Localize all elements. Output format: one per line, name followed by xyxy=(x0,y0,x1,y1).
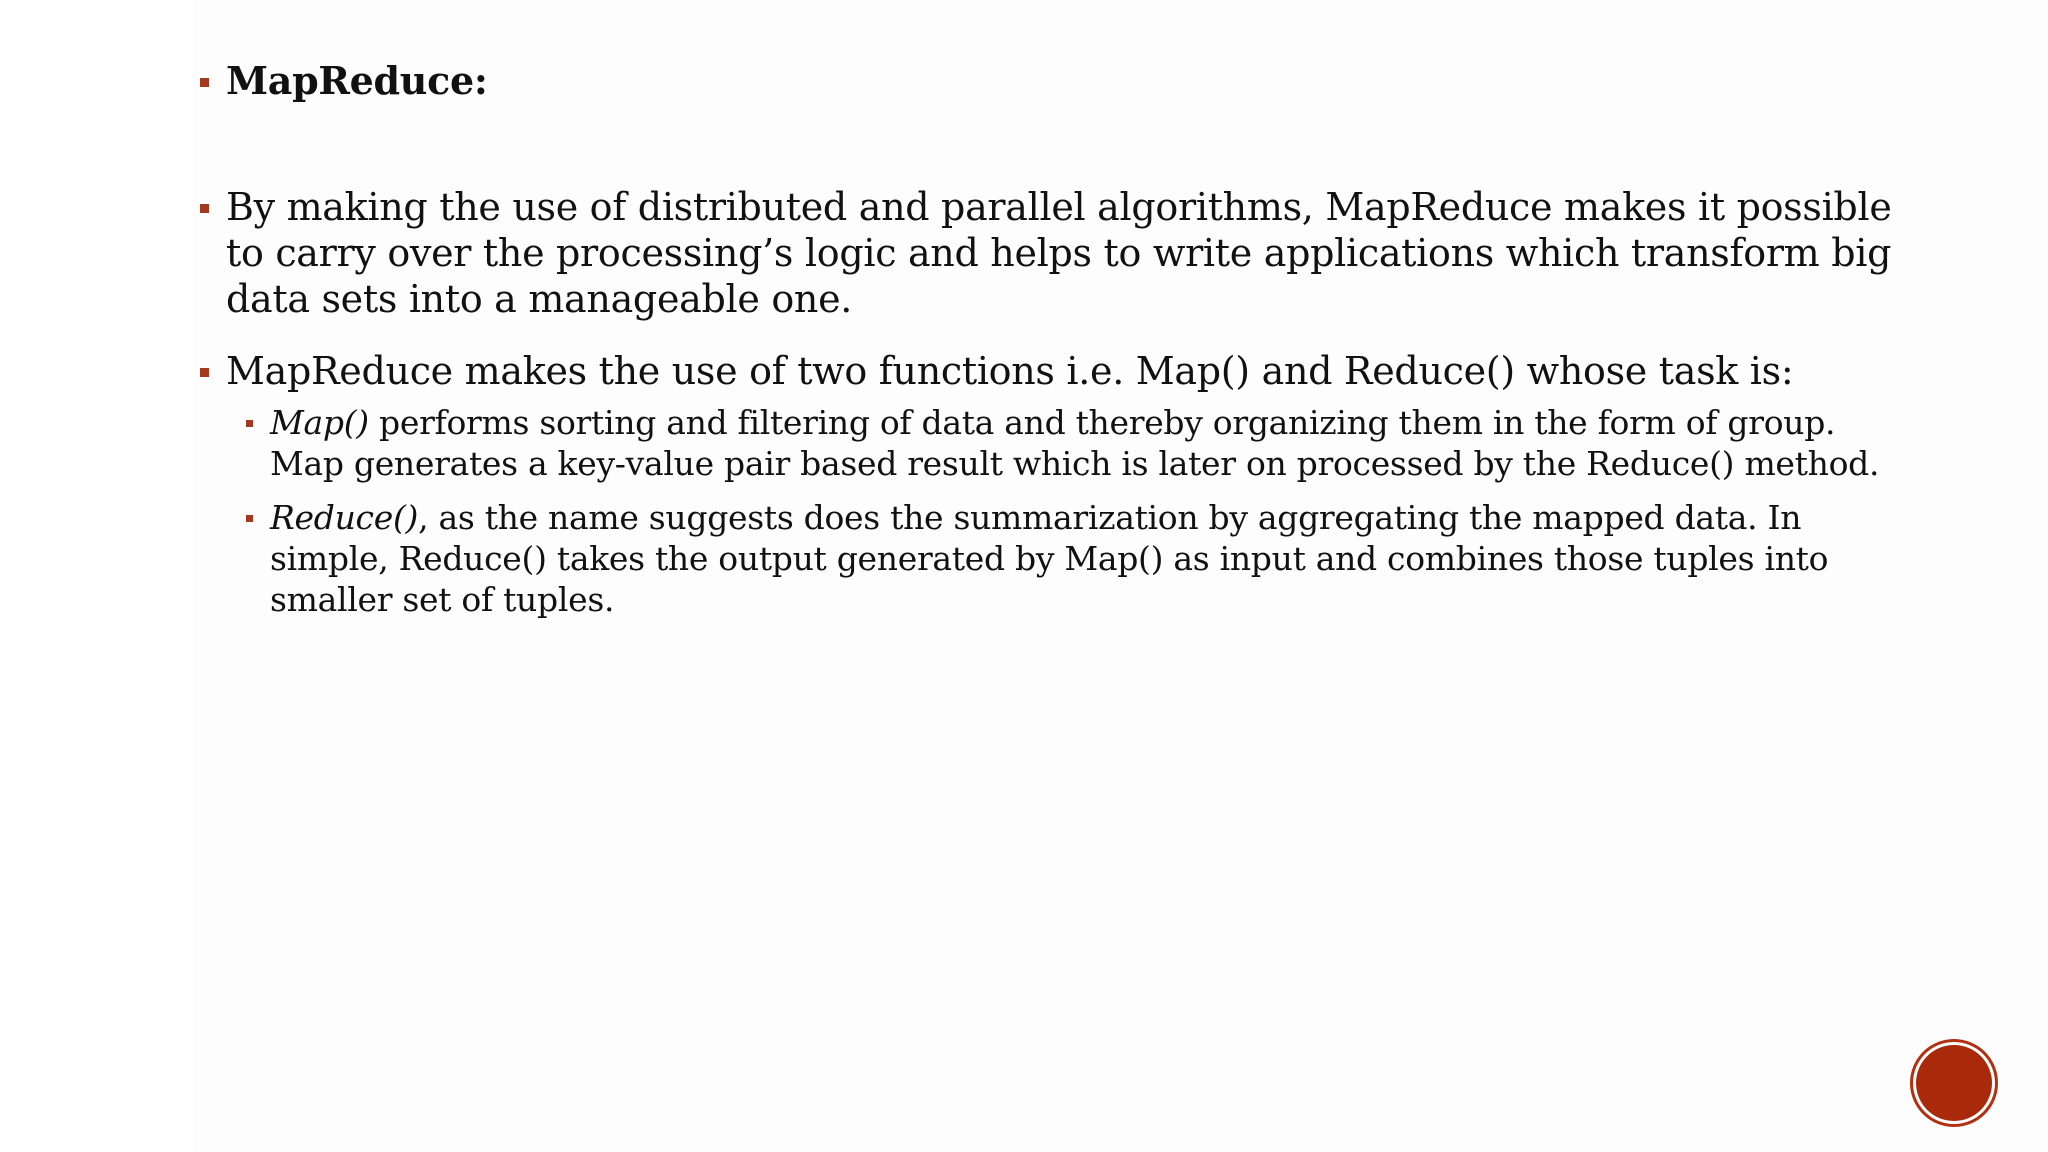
sub-bullet-reduce xyxy=(246,497,1900,620)
heading-item xyxy=(200,58,1900,104)
square-bullet-icon xyxy=(200,78,209,87)
map-term: Map() xyxy=(270,403,369,442)
sub-bullet-map xyxy=(246,402,1900,484)
square-bullet-icon xyxy=(200,204,209,213)
slide-content xyxy=(200,58,1900,620)
reduce-description: , as the name suggests does the summarization by aggregating the mapped data. In simple, Reduce() takes the output generated by Map() as input and combines those tuples into smaller set of tuples. xyxy=(270,498,1829,619)
square-bullet-icon xyxy=(246,515,253,522)
square-bullet-icon xyxy=(200,368,209,377)
square-bullet-icon xyxy=(246,420,253,427)
map-description: performs sorting and filtering of data and thereby organizing them in the form of group. Map generates a key-value pair based result which is later on processed by the Reduce() method. xyxy=(270,403,1880,483)
reduce-term: Reduce() xyxy=(270,498,419,537)
bullet-item-distributed xyxy=(200,184,1900,322)
bullet-item-functions xyxy=(200,348,1900,394)
bullet-text: By making the use of distributed and parallel algorithms, MapReduce makes it possible to carry over the processing’s logic and helps to write applications which transform big data sets into a manageable one. xyxy=(226,185,1892,321)
bullet-text: MapReduce makes the use of two functions i.e. Map() and Reduce() whose task is: xyxy=(226,349,1794,393)
circle-logo-icon xyxy=(1916,1045,1992,1121)
slide-heading: MapReduce: xyxy=(226,58,488,103)
